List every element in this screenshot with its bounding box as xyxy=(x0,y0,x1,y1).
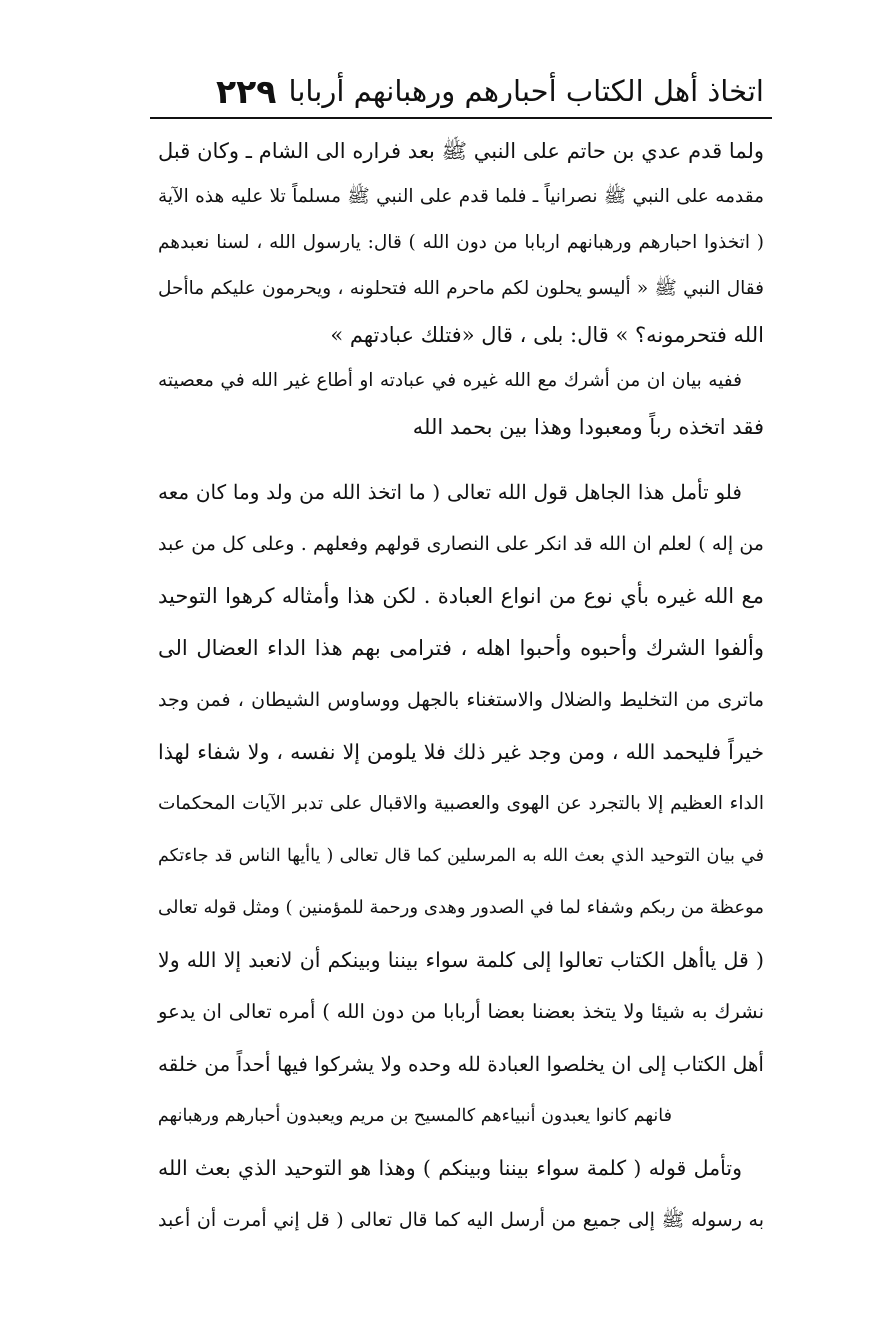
text-line: ففيه بيان ان من أشرك مع الله غيره في عبادته او أطاع غير الله في معصيته xyxy=(158,370,742,391)
text-line: فلو تأمل هذا الجاهل قول الله تعالى ( ما اتخذ الله من ولد وما كان معه xyxy=(158,480,742,504)
paragraph-gap xyxy=(158,450,764,466)
text-line: من إله ) لعلم ان الله قد انكر على النصارى قولهم وفعلهم . وعلى كل من عبد xyxy=(158,533,764,555)
text-line: أهل الكتاب إلى ان يخلصوا العبادة لله وحده ولا يشركوا فيها أحداً من خلقه xyxy=(158,1052,764,1076)
running-title: اتخاذ أهل الكتاب أحبارهم ورهبانهم أربابا xyxy=(288,74,764,108)
text-line: مقدمه على النبي ﷺ نصرانياً ـ فلما قدم على النبي ﷺ مسلماً تلا عليه هذه الآية xyxy=(158,186,764,207)
text-line: نشرك به شيئا ولا يتخذ بعضنا بعضا أربابا من دون الله ) أمره تعالى ان يدعو xyxy=(158,1000,764,1023)
text-line: الداء العظيم إلا بالتجرد عن الهوى والعصبية والاقبال على تدبر الآيات المحكمات xyxy=(158,793,764,814)
paragraph xyxy=(158,358,764,450)
text-line: وتأمل قوله ( كلمة سواء بيننا وبينكم ) وهذا هو التوحيد الذي بعث الله xyxy=(158,1156,742,1180)
text-line: وألفوا الشرك وأحبوه وأحبوا اهله ، فترامى بهم هذا الداء العضال الى xyxy=(158,636,764,660)
page-number: ٢٢٩ xyxy=(216,72,277,111)
text-line: ماترى من التخليط والضلال والاستغناء بالجهل ووساوس الشيطان ، فمن وجد xyxy=(158,689,764,711)
text-line: خيراً فليحمد الله ، ومن وجد غير ذلك فلا يلومن إلا نفسه ، ولا شفاء لهذا xyxy=(158,740,764,764)
text-line: مع الله غيره بأي نوع من انواع العبادة . لكن هذا وأمثاله كرهوا التوحيد xyxy=(158,584,764,608)
text-line: ( قل ياأهل الكتاب تعالوا إلى كلمة سواء بيننا وبينكم أن لانعبد إلا الله ولا xyxy=(158,948,764,972)
document-body xyxy=(158,128,764,1246)
text-line: به رسوله ﷺ إلى جميع من أرسل اليه كما قال تعالى ( قل إني أمرت أن أعبد xyxy=(158,1209,764,1231)
paragraph xyxy=(158,466,764,1142)
text-line: فقال النبي ﷺ « أليسو يحلون لكم ماحرم الله فتحلونه ، ويحرمون عليكم ماأحل xyxy=(158,278,764,299)
text-line: الله فتحرمونه؟ » قال: بلى ، قال «فتلك عبادتهم » xyxy=(330,323,764,347)
text-line: فانهم كانوا يعبدون أنبياءهم كالمسيح بن مريم ويعبدون أحبارهم ورهبانهم xyxy=(157,1106,672,1126)
text-line: في بيان التوحيد الذي بعث الله به المرسلين كما قال تعالى ( ياأيها الناس قد جاءتكم xyxy=(158,846,764,866)
paragraph xyxy=(158,1142,764,1246)
paragraph xyxy=(158,128,764,358)
text-line: موعظة من ربكم وشفاء لما في الصدور وهدى ورحمة للمؤمنين ) ومثل قوله تعالى xyxy=(158,897,764,918)
text-line: ( اتخذوا احبارهم ورهبانهم اربابا من دون الله ) قال: يارسول الله ، لسنا نعبدهم xyxy=(158,232,764,253)
text-line: ولما قدم عدي بن حاتم على النبي ﷺ بعد فراره الى الشام ـ وكان قبل xyxy=(158,139,764,163)
page-header xyxy=(150,68,772,114)
text-line: فقد اتخذه رباً ومعبودا وهذا بين بحمد الله xyxy=(412,415,764,439)
header-divider xyxy=(150,117,772,119)
